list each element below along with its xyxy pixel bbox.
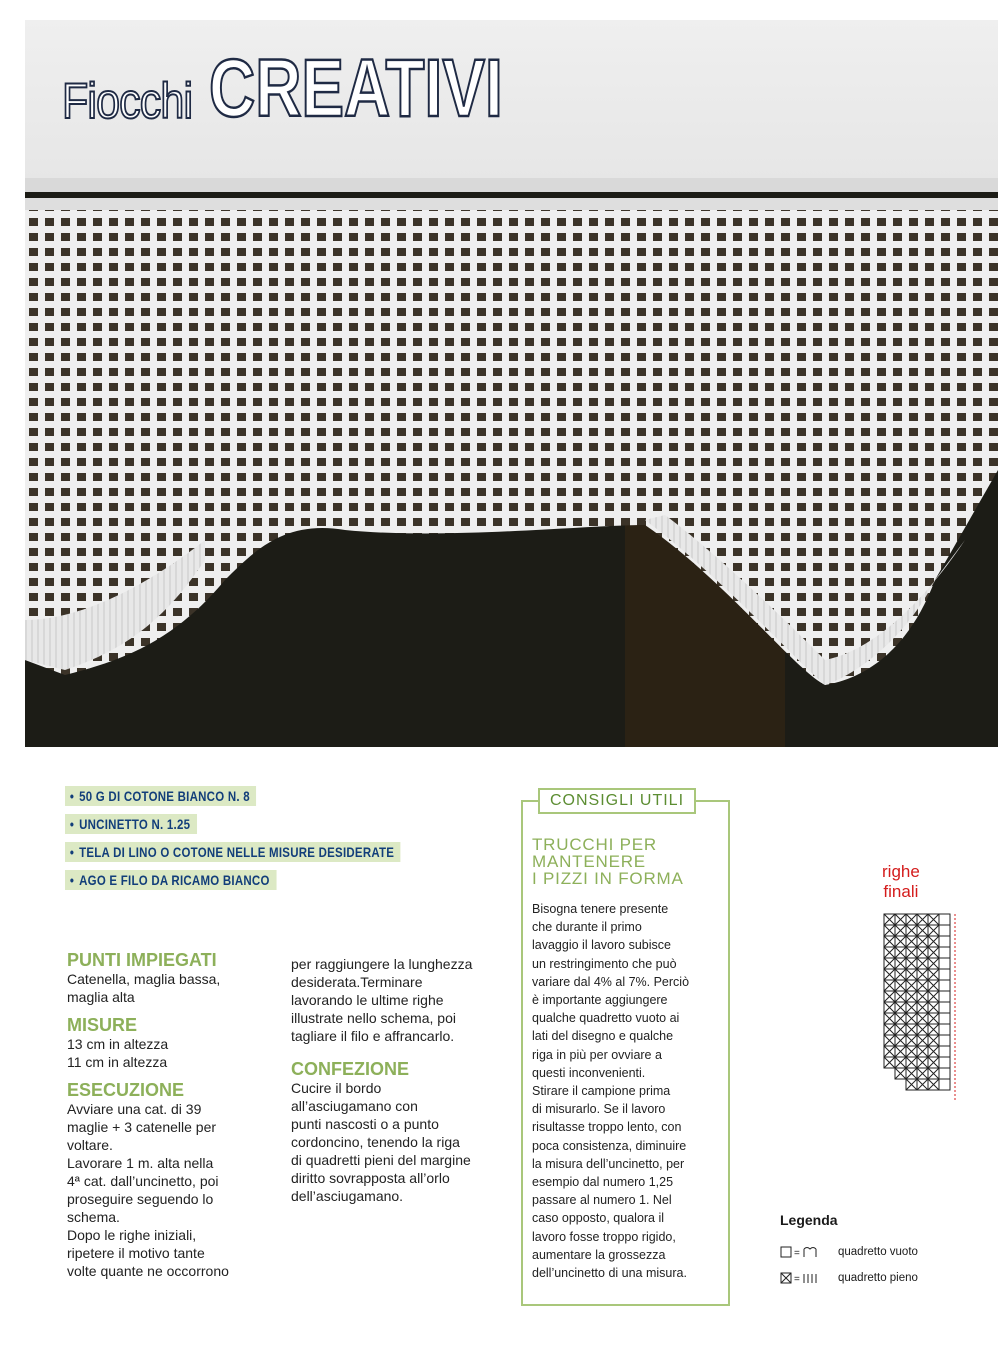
text-line: di quadretti pieni del margine <box>291 1152 471 1168</box>
bullet-icon: • <box>69 844 75 860</box>
text-line: variare dal 4% al 7%. Perciò <box>532 974 690 989</box>
text-line: desiderata.Terminare <box>291 974 423 990</box>
chart-cross <box>906 1035 917 1046</box>
tips-body <box>532 900 722 1282</box>
chart-cross <box>895 936 906 947</box>
text-line: la misura dell’uncinetto, per <box>532 1156 685 1171</box>
material-item: • 50 G DI COTONE BIANCO N. 8 <box>65 786 256 806</box>
chart-cross <box>928 1057 939 1068</box>
material-item: • UNCINETTO N. 1.25 <box>65 814 197 834</box>
misure-heading: MISURE <box>67 1015 138 1035</box>
text-line: diritto sovrapposta all’orlo <box>291 1170 450 1186</box>
chart-cell <box>939 1046 950 1057</box>
chart-cell <box>939 936 950 947</box>
text-line: di misurarlo. Se il lavoro <box>532 1102 666 1117</box>
chart-cross <box>884 936 895 947</box>
text-line: illustrate nello schema, poi <box>291 1010 456 1026</box>
chart-cross <box>917 925 928 936</box>
chart-cross <box>906 1046 917 1057</box>
text-line: maglie + 3 catenelle per <box>67 1119 217 1135</box>
chart-cross <box>884 991 895 1002</box>
title-word-1: Fiocchi <box>62 72 193 129</box>
chart-cell <box>939 1013 950 1024</box>
chart-cross <box>906 925 917 936</box>
text-line: Lavorare 1 m. alta nella <box>67 1155 214 1171</box>
text-line: dell’asciugamano. <box>291 1188 404 1204</box>
esecuzione-heading: ESECUZIONE <box>67 1080 185 1100</box>
empty-square-icon <box>780 1245 832 1259</box>
chart-cross <box>884 914 895 925</box>
chart-cross <box>928 1002 939 1013</box>
text-line: lati del disegno e qualche <box>532 1029 674 1044</box>
text-line: lavaggio il lavoro subisce <box>532 938 671 953</box>
chart-label: righe finali <box>882 862 920 901</box>
chart-cross <box>917 1002 928 1013</box>
chart-cross <box>895 914 906 925</box>
chart-cross <box>895 1046 906 1057</box>
chart-cross <box>906 1079 917 1090</box>
title-word-2: CREATIVI <box>209 43 504 134</box>
text-line: riga in più per ovviare a <box>532 1047 662 1062</box>
chart-cross <box>895 991 906 1002</box>
text-line: 4ª cat. dall’uncinetto, poi <box>67 1173 219 1189</box>
tips-title: TRUCCHI PER MANTENERE I PIZZI IN FORMA <box>532 835 684 888</box>
chart-cell <box>939 958 950 969</box>
chart-cross <box>906 980 917 991</box>
punti-heading: PUNTI IMPIEGATI <box>67 950 217 970</box>
text-line: qualche quadretto vuoto ai <box>532 1011 680 1026</box>
chart-cross <box>917 936 928 947</box>
chart-cell <box>939 947 950 958</box>
chart-cell <box>939 1035 950 1046</box>
chart-cross <box>928 1068 939 1079</box>
chart-cross <box>884 1046 895 1057</box>
text-line: risultasse troppo lento, con <box>532 1120 682 1135</box>
chart-cross <box>917 1013 928 1024</box>
chart-cross <box>895 1035 906 1046</box>
svg-text:=: = <box>794 1274 800 1285</box>
chart-cross <box>895 1057 906 1068</box>
text-line: è importante aggiungere <box>532 993 668 1008</box>
chart-cross <box>906 958 917 969</box>
text-line: questi inconvenienti. <box>532 1065 646 1080</box>
svg-text:=: = <box>794 1248 800 1259</box>
chart-cross <box>917 1046 928 1057</box>
chart-cell <box>939 1068 950 1079</box>
confezione-heading: CONFEZIONE <box>291 1059 410 1079</box>
chart-cross <box>928 1013 939 1024</box>
chart-cross <box>928 1035 939 1046</box>
chart-cross <box>917 969 928 980</box>
chart-cross <box>917 1079 928 1090</box>
text-line: esempio dal numero 1,25 <box>532 1175 674 1190</box>
chart-cross <box>884 1024 895 1035</box>
chart-cross <box>928 1079 939 1090</box>
text-line: Dopo le righe iniziali, <box>67 1227 197 1243</box>
text-line: un restringimento che può <box>532 956 677 971</box>
chart-cross <box>928 980 939 991</box>
instructions-column-left <box>67 950 272 1280</box>
text-line: dell’uncinetto di una misura. <box>532 1266 687 1281</box>
hero-photo <box>25 20 998 747</box>
chart-cell <box>939 969 950 980</box>
chart-cross <box>884 980 895 991</box>
text-line: 13 cm in altezza <box>67 1036 169 1052</box>
chart-cross <box>928 1024 939 1035</box>
chart-cross <box>906 1057 917 1068</box>
chart-cross <box>917 991 928 1002</box>
chart-cross <box>884 1057 895 1068</box>
text-line: lavorando le ultime righe <box>291 992 444 1008</box>
chart-cross <box>928 914 939 925</box>
chart-cross <box>884 1002 895 1013</box>
chart-cross <box>884 958 895 969</box>
chart-cross <box>928 1046 939 1057</box>
chart-cross <box>917 947 928 958</box>
chart-cell <box>939 1024 950 1035</box>
chart-cross <box>884 925 895 936</box>
material-item: • AGO E FILO DA RICAMO BIANCO <box>65 870 276 890</box>
chart-cell <box>939 991 950 1002</box>
chart-cross <box>895 958 906 969</box>
legend-title: Legenda <box>780 1212 838 1228</box>
chart-cell <box>939 1079 950 1090</box>
text-line: 11 cm in altezza <box>67 1054 168 1070</box>
text-line: volte quante ne occorrono <box>67 1263 229 1279</box>
crochet-chart <box>880 910 960 1120</box>
material-item: • TELA DI LINO O COTONE NELLE MISURE DESIDERATE <box>65 842 401 862</box>
text-line: per raggiungere la lunghezza <box>291 956 473 972</box>
chart-cross <box>928 958 939 969</box>
bullet-icon: • <box>69 788 75 804</box>
lace-photo-illustration <box>25 20 998 747</box>
text-line: Cucire il bordo <box>291 1080 382 1096</box>
chart-cross <box>906 947 917 958</box>
chart-cross <box>928 947 939 958</box>
chart-cross <box>906 1068 917 1079</box>
legend-full-label: quadretto pieno <box>838 1272 918 1284</box>
chart-cross <box>917 1057 928 1068</box>
text-line: che durante il primo <box>532 920 642 935</box>
text-line: passare al numero 1. Nel <box>532 1193 672 1208</box>
chart-cell <box>939 925 950 936</box>
chart-cross <box>906 969 917 980</box>
text-line: proseguire seguendo lo <box>67 1191 214 1207</box>
chart-cross <box>884 947 895 958</box>
chart-cross <box>906 1013 917 1024</box>
bullet-icon: • <box>69 816 75 832</box>
text-line: ripetere il motivo tante <box>67 1245 205 1261</box>
text-line: aumentare la grossezza <box>532 1247 666 1262</box>
chart-cell <box>939 980 950 991</box>
text-line: maglia alta <box>67 989 135 1005</box>
text-line: Catenella, maglia bassa, <box>67 971 221 987</box>
chart-cross <box>917 1068 928 1079</box>
chart-cross <box>884 969 895 980</box>
page-title <box>62 43 586 134</box>
chart-cross <box>928 991 939 1002</box>
chart-cell <box>939 1002 950 1013</box>
chart-cross <box>906 1024 917 1035</box>
chart-cross <box>895 1068 906 1079</box>
text-line: cordoncino, tenendo la riga <box>291 1134 460 1150</box>
text-line: Avviare una cat. di 39 <box>67 1101 202 1117</box>
chart-cross <box>884 1013 895 1024</box>
text-line: punti nascosti o a punto <box>291 1116 439 1132</box>
chart-cross <box>928 936 939 947</box>
text-line: Stirare il campione prima <box>532 1084 671 1099</box>
materials-list <box>65 786 474 898</box>
chart-cell <box>939 914 950 925</box>
tips-label: CONSIGLI UTILI <box>538 788 696 814</box>
text-line: all’asciugamano con <box>291 1098 418 1114</box>
text-line: schema. <box>67 1209 120 1225</box>
chart-cross <box>906 914 917 925</box>
chart-cross <box>928 925 939 936</box>
text-line: caso opposto, qualora il <box>532 1211 665 1226</box>
chart-cross <box>895 980 906 991</box>
chart-cell <box>939 1057 950 1068</box>
chart-cross <box>895 947 906 958</box>
chart-cross <box>928 969 939 980</box>
chart-cross <box>917 980 928 991</box>
chart-cross <box>906 991 917 1002</box>
chart-cross <box>917 914 928 925</box>
legend-row-empty <box>780 1245 918 1259</box>
text-line: voltare. <box>67 1137 113 1153</box>
chart-cross <box>895 1024 906 1035</box>
filled-square-icon <box>780 1271 832 1285</box>
chart-cross <box>917 1035 928 1046</box>
legend-empty-label: quadretto vuoto <box>838 1246 918 1258</box>
chart-cross <box>906 936 917 947</box>
chart-cross <box>906 1002 917 1013</box>
legend-row-full <box>780 1271 918 1285</box>
text-line: Bisogna tenere presente <box>532 902 669 916</box>
chart-cross <box>917 1024 928 1035</box>
chart-cross <box>895 1002 906 1013</box>
text-line: lavoro fosse troppo rigido, <box>532 1229 676 1244</box>
chart-cross <box>895 1013 906 1024</box>
text-line: poca consistenza, diminuire <box>532 1138 687 1153</box>
text-line: tagliare il filo e affrancarlo. <box>291 1028 455 1044</box>
chart-cross <box>917 958 928 969</box>
legend <box>780 1212 838 1228</box>
chart-cross <box>895 925 906 936</box>
instructions-column-middle <box>291 955 506 1205</box>
chart-cross <box>884 1035 895 1046</box>
chart-cross <box>895 969 906 980</box>
bullet-icon: • <box>69 872 75 888</box>
